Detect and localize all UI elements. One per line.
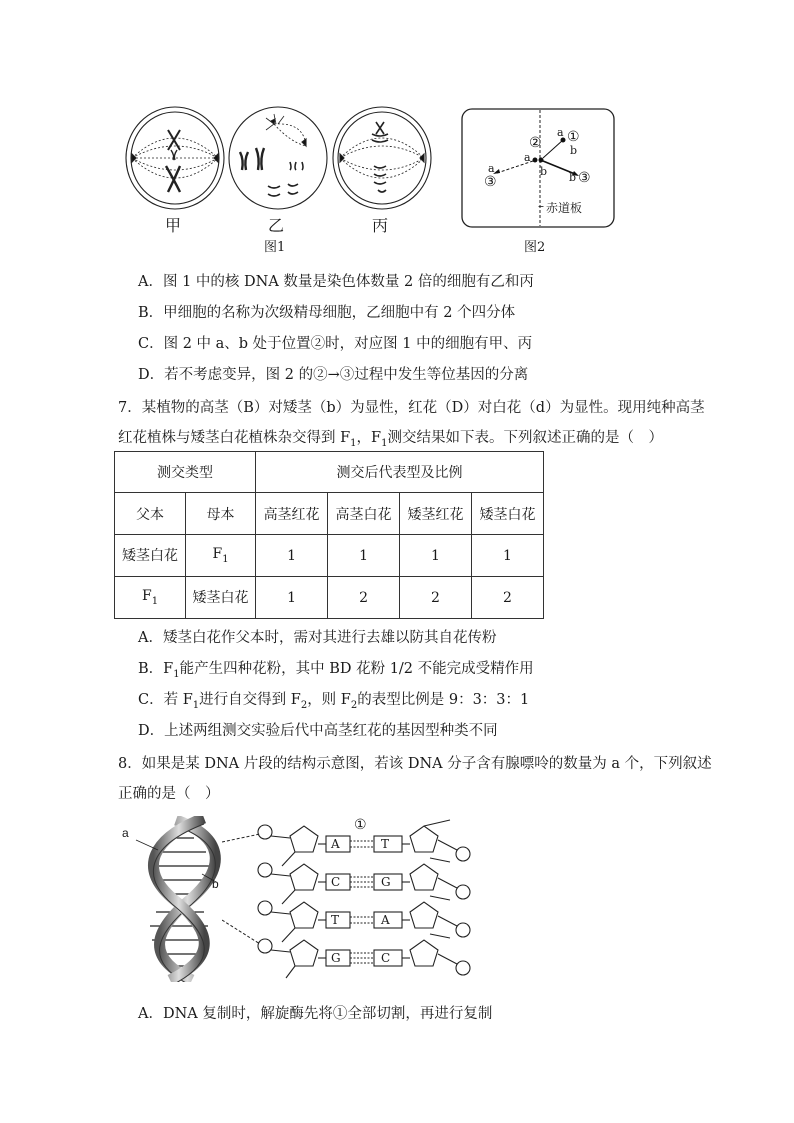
dna-double-helix — [132, 816, 228, 982]
row1-value-3: 1 — [400, 535, 472, 577]
base-left-1: A — [331, 837, 340, 851]
col-phenotype-4: 矮茎白花 — [471, 493, 543, 535]
fig2-label-circ3-left: ③ — [484, 174, 497, 190]
q6-option-b: B．甲细胞的名称为次级精母细胞，乙细胞中有 2 个四分体 — [138, 305, 516, 321]
base-right-4: C — [381, 951, 391, 965]
row2-value-4: 2 — [471, 577, 543, 619]
fig2-label-a-left: a — [488, 162, 495, 175]
base-right-2: G — [381, 875, 391, 889]
dna-label-b: b — [212, 877, 219, 891]
cell-bing — [333, 107, 431, 209]
base-left-4: G — [331, 951, 341, 965]
q7-option-c: C．若 $F_1$进行自交得到 $F_2$，则 $F_2$的表型比例是 9：3：3：1 — [138, 692, 530, 711]
row2-value-2: 2 — [328, 577, 400, 619]
table-row — [115, 535, 544, 577]
fig2-label-circ3-right: ③ — [578, 170, 591, 186]
col-father: 父本 — [115, 493, 186, 535]
row1-mother: $F_1$ — [186, 535, 256, 577]
q6-option-d: D．若不考虑变异，图 2 的②→③过程中发生等位基因的分离 — [138, 367, 529, 383]
dna-label-a: a — [122, 826, 129, 840]
q6-option-a: A．图 1 中的核 DNA 数量是染色体数量 2 倍的细胞有乙和丙 — [138, 274, 534, 290]
q7-stem-line1: 7．某植物的高茎（B）对矮茎（b）为显性，红花（D）对白花（d）为显性。现用纯种高茎 — [118, 400, 705, 416]
q7-option-b: B．$F_1$能产生四种花粉，其中 BD 花粉 1/2 不能完成受精作用 — [138, 661, 534, 680]
base-left-2: C — [331, 875, 341, 889]
row2-mother: 矮茎白花 — [186, 577, 256, 619]
fig2-label-circ1: ① — [567, 129, 580, 145]
col-phenotype-2: 高茎白花 — [328, 493, 400, 535]
fig1-label-yi: 乙 — [268, 216, 285, 235]
base-right-3: A — [381, 913, 390, 927]
q8-stem-line2: 正确的是（ ） — [118, 786, 220, 802]
row1-value-4: 1 — [471, 535, 543, 577]
col-phenotype-3: 矮茎红花 — [400, 493, 472, 535]
base-left-3: T — [331, 913, 340, 927]
cell-yi — [229, 107, 327, 209]
header-type: 测交类型 — [115, 452, 256, 493]
header-result: 测交后代表型及比例 — [256, 452, 544, 493]
fig2-label-plate: 赤道板 — [546, 201, 583, 215]
table-header-row — [115, 452, 544, 493]
fig2-label-a-top: a — [557, 126, 564, 139]
fig2-label-plate-dash: – — [538, 199, 544, 213]
fig1-label-jia: 甲 — [165, 216, 182, 235]
q7-stem-line2: 红花植株与矮茎白花植株杂交得到 $F_1$，$F_1$测交结果如下表。下列叙述正确的是（ ） — [118, 430, 663, 449]
fig2-label-b-mid: b — [540, 165, 548, 178]
table-subheader-row — [115, 493, 544, 535]
cell-jia — [126, 107, 224, 209]
q7-option-d: D．上述两组测交实验后代中高茎红花的基因型种类不同 — [138, 723, 498, 739]
row1-value-1: 1 — [256, 535, 328, 577]
fig2-label-b-top: b — [570, 144, 578, 157]
dna-schematic — [254, 818, 474, 984]
fig2-label-b-right: b — [569, 171, 577, 184]
row2-father: $F_1$ — [115, 577, 186, 619]
col-mother: 母本 — [186, 493, 256, 535]
base-right-1: T — [381, 837, 390, 851]
fig2-label-circ2: ② — [529, 135, 542, 151]
testcross-table — [114, 451, 544, 619]
table-row — [115, 577, 544, 619]
row2-value-1: 1 — [256, 577, 328, 619]
dna-label-circ1: ① — [354, 817, 367, 833]
row2-value-3: 2 — [400, 577, 472, 619]
row1-father: 矮茎白花 — [115, 535, 186, 577]
fig1-label-bing: 丙 — [372, 216, 389, 235]
q6-option-c: C．图 2 中 a、b 处于位置②时，对应图 1 中的细胞有甲、丙 — [138, 336, 533, 352]
fig2-label-a-mid: a — [524, 151, 531, 164]
q8-option-a: A．DNA 复制时，解旋酶先将①全部切割，再进行复制 — [138, 1006, 493, 1022]
col-phenotype-1: 高茎红花 — [256, 493, 328, 535]
fig1-caption: 图1 — [264, 240, 286, 255]
q8-stem-line1: 8．如果是某 DNA 片段的结构示意图，若该 DNA 分子含有腺嘌呤的数量为 a 个，下列叙述 — [118, 756, 712, 772]
row1-value-2: 1 — [328, 535, 400, 577]
q7-option-a: A．矮茎白花作父本时，需对其进行去雄以防其自花传粉 — [138, 630, 497, 646]
fig2-caption: 图2 — [524, 240, 546, 255]
